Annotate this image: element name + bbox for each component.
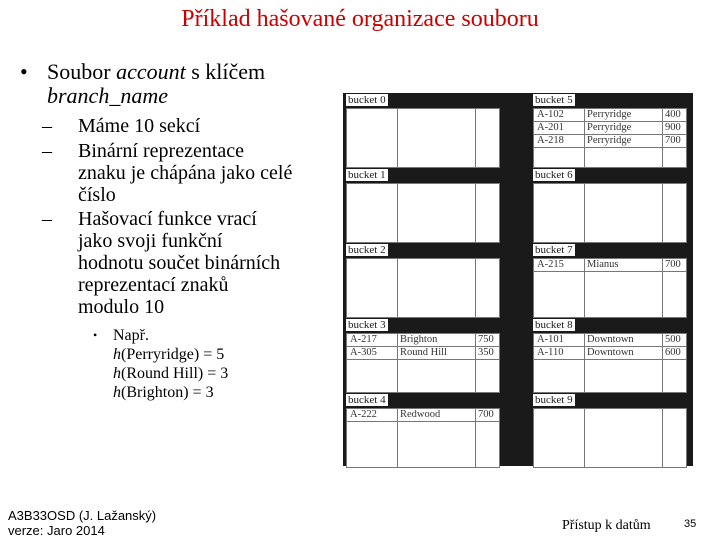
bullet-text-prefix: Soubor <box>47 59 111 84</box>
footer-section: Přístup k datům <box>562 518 651 533</box>
page-number: 35 <box>684 518 697 530</box>
slide-title: Příklad hašované organizace souboru <box>181 6 539 32</box>
bullet-text-line2: branch_name <box>47 83 168 108</box>
bucket-label: bucket 6 <box>535 169 573 181</box>
record-branch: Downtown <box>587 347 634 358</box>
bucket-column-divider <box>662 184 663 242</box>
record-branch: Downtown <box>587 334 634 345</box>
record-account: A-218 <box>537 135 564 146</box>
example-item <box>113 345 353 364</box>
record-balance: 700 <box>665 135 681 146</box>
bullet-marker: • <box>20 59 28 84</box>
record-branch: Mianus <box>587 259 619 270</box>
subitem-line: znaku je chápána jako celé <box>78 162 293 184</box>
example-arg: (Round Hill) = 3 <box>121 365 229 382</box>
record-account: A-101 <box>537 334 564 345</box>
examples-header: Např. <box>113 327 149 344</box>
subitem-line: hodnotu součet binárních <box>78 252 281 274</box>
bucket-box <box>346 333 500 393</box>
bucket-record <box>534 259 686 272</box>
bucket-label: bucket 7 <box>535 244 573 256</box>
footer-course-line2: verze: Jaro 2014 <box>8 523 105 538</box>
bucket-column-divider <box>584 409 585 467</box>
bucket-box <box>533 183 687 243</box>
subitem-line: Hašovací funkce vrací <box>78 208 257 230</box>
bucket-label: bucket 5 <box>535 94 573 106</box>
record-account: A-102 <box>537 109 564 120</box>
bucket-column-divider <box>662 409 663 467</box>
bucket-label: bucket 3 <box>348 319 386 331</box>
subitem-text <box>78 140 348 206</box>
record-branch: Perryridge <box>587 135 632 146</box>
record-balance: 350 <box>478 347 494 358</box>
example-item <box>113 364 353 383</box>
record-account: A-222 <box>350 409 377 420</box>
example-fn: h <box>113 384 121 401</box>
subitem-line: reprezentací znaků <box>78 274 229 296</box>
bucket-record <box>534 334 686 347</box>
record-balance: 600 <box>665 347 681 358</box>
subitem-text <box>78 115 348 137</box>
example-item <box>113 383 353 402</box>
example-fn: h <box>113 346 121 363</box>
bucket-record <box>347 347 499 360</box>
record-account: A-305 <box>350 347 377 358</box>
bucket-column-divider <box>475 259 476 317</box>
bucket-record <box>347 409 499 422</box>
bucket-label: bucket 2 <box>348 244 386 256</box>
bucket-box <box>533 333 687 393</box>
bucket-column-divider <box>475 109 476 167</box>
bucket-record <box>534 347 686 360</box>
bucket-record <box>347 334 499 347</box>
record-account: A-217 <box>350 334 377 345</box>
record-branch: Perryridge <box>587 109 632 120</box>
record-branch: Round Hill <box>400 347 447 358</box>
bucket-box <box>346 183 500 243</box>
subitem-marker: – <box>42 140 52 162</box>
bucket-record <box>534 135 686 148</box>
bucket-column-divider <box>397 109 398 167</box>
bucket-box <box>533 258 687 318</box>
record-balance: 700 <box>478 409 494 420</box>
footer-course <box>8 508 156 538</box>
bucket-column-divider <box>397 184 398 242</box>
record-account: A-201 <box>537 122 564 133</box>
example-arg: (Brighton) = 3 <box>121 384 214 401</box>
bucket-box <box>346 408 500 468</box>
record-balance: 400 <box>665 109 681 120</box>
record-balance: 500 <box>665 334 681 345</box>
bucket-label: bucket 8 <box>535 319 573 331</box>
record-branch: Brighton <box>400 334 438 345</box>
examples-marker: • <box>93 328 98 342</box>
bucket-column-divider <box>397 259 398 317</box>
bucket-label: bucket 0 <box>348 94 386 106</box>
subitem-line: Máme 10 sekcí <box>78 115 201 137</box>
record-branch: Perryridge <box>587 122 632 133</box>
record-balance: 700 <box>665 259 681 270</box>
bucket-label: bucket 9 <box>535 394 573 406</box>
subitem-marker: – <box>42 115 52 137</box>
bullet-text-suffix: s klíčem <box>191 59 266 84</box>
subitem-line: modulo 10 <box>78 296 165 318</box>
bucket-box <box>346 258 500 318</box>
subitem-line: Binární reprezentace <box>78 140 245 162</box>
subitem-text <box>78 208 348 318</box>
record-account: A-215 <box>537 259 564 270</box>
record-balance: 900 <box>665 122 681 133</box>
bucket-label: bucket 1 <box>348 169 386 181</box>
record-balance: 750 <box>478 334 494 345</box>
hash-buckets-figure <box>343 93 693 466</box>
subitem-marker: – <box>42 208 52 230</box>
bullet-text-italic: account <box>116 59 186 84</box>
bucket-column-divider <box>475 184 476 242</box>
subitem-line: číslo <box>78 184 116 206</box>
bucket-column-divider <box>584 184 585 242</box>
subitem-line: jako svoji funkční <box>78 230 223 252</box>
bucket-box <box>533 108 687 168</box>
examples-lines <box>113 326 353 402</box>
bucket-label: bucket 4 <box>348 394 386 406</box>
example-arg: (Perryridge) = 5 <box>121 346 225 363</box>
bucket-box <box>533 408 687 468</box>
footer-course-line1: A3B33OSD (J. Lažanský) <box>8 508 157 523</box>
example-fn: h <box>113 365 121 382</box>
bucket-record <box>534 109 686 122</box>
main-bullet-text <box>47 60 347 108</box>
bucket-record <box>534 122 686 135</box>
record-account: A-110 <box>537 347 564 358</box>
bucket-box <box>346 108 500 168</box>
record-branch: Redwood <box>400 409 441 420</box>
